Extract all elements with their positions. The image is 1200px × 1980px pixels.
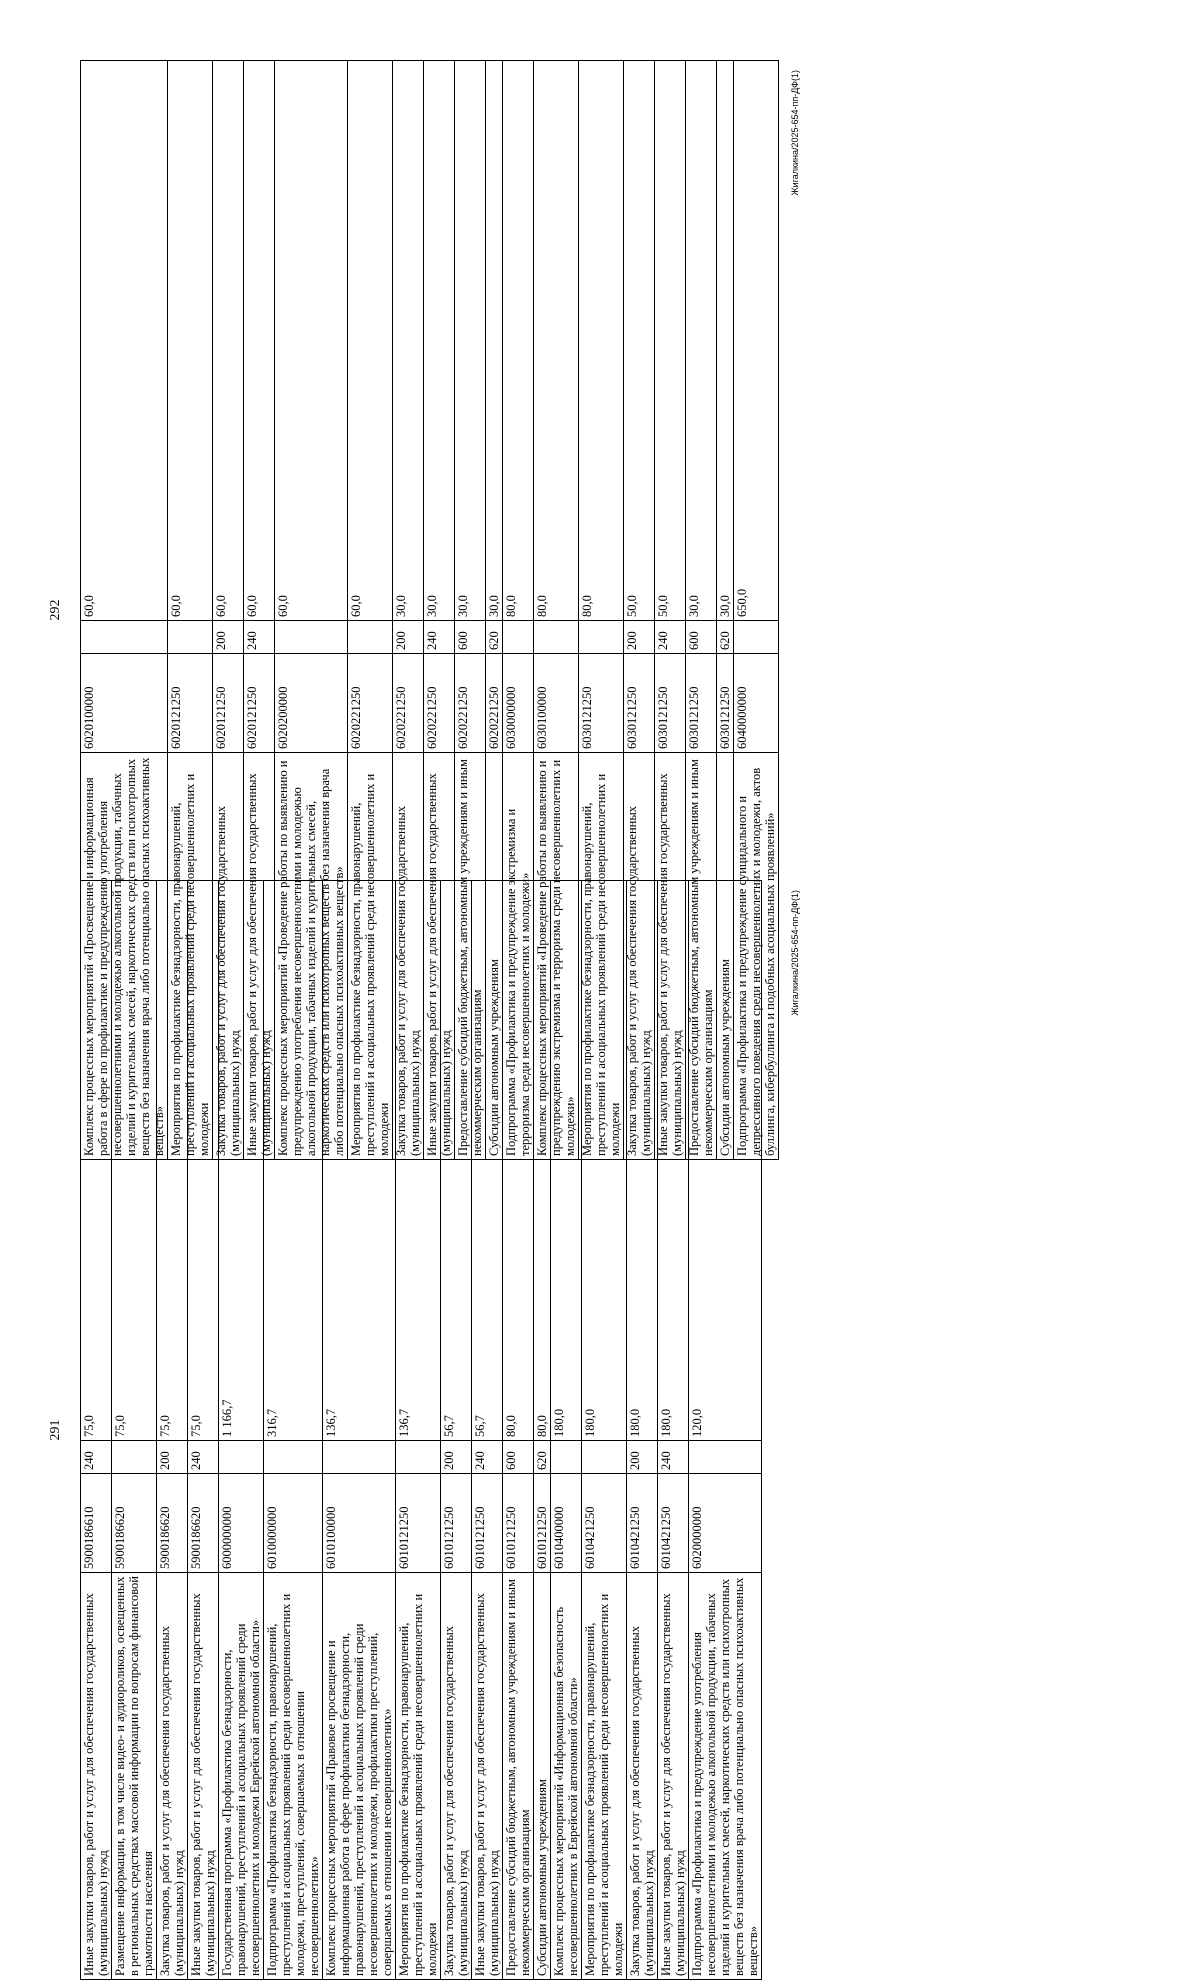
row-sum-cell: 56,7	[441, 881, 472, 1441]
page-footer: Жигалкина/2025-654-пп-ДФ(1)	[790, 890, 800, 1016]
row-sum-cell: 60,0	[275, 61, 348, 621]
row-code-cell: 6020121250	[244, 654, 275, 753]
row-sum-cell: 30,0	[717, 61, 734, 621]
row-sum-cell: 136,7	[323, 881, 396, 1441]
row-name-cell: Подпрограмма «Профилактика и предупреждение суицидального и депрессивного поведения среди несовершеннолетних и молодежи, актов буллинга, кибербуллинга и подобных асоциальных проявлений»	[734, 753, 779, 1160]
table-row	[393, 61, 424, 1160]
row-name-cell: Закупка товаров, работ и услуг для обеспечения государственных (муниципальных) нужд	[157, 1573, 188, 1980]
row-name-cell: Мероприятия по профилактике безнадзорности, правонарушений, преступлений и асоциальных проявлений среди несовершеннолетних и молодежи	[582, 1573, 627, 1980]
row-code-cell: 6010121250	[472, 1474, 503, 1573]
row-type-cell	[112, 1441, 157, 1474]
table-row	[734, 61, 779, 1160]
table-row	[348, 61, 393, 1160]
row-sum-cell: 1 166,7	[219, 881, 264, 1441]
row-code-cell: 6010121250	[396, 1474, 441, 1573]
row-code-cell: 6020100000	[81, 654, 168, 753]
row-code-cell: 6010121250	[503, 1474, 534, 1573]
row-type-cell	[689, 1441, 762, 1474]
row-name-cell: Иные закупки товаров, работ и услуг для обеспечения государственных (муниципальных) нужд	[81, 1573, 112, 1980]
row-code-cell: 6010121250	[534, 1474, 551, 1573]
row-type-cell	[219, 1441, 264, 1474]
row-type-cell: 200	[157, 1441, 188, 1474]
budget-table	[80, 60, 779, 1160]
row-type-cell	[551, 1441, 582, 1474]
row-code-cell: 6030000000	[503, 654, 534, 753]
row-code-cell: 5900186620	[188, 1474, 219, 1573]
row-sum-cell: 80,0	[579, 61, 624, 621]
row-sum-cell: 56,7	[472, 881, 503, 1441]
row-code-cell: 6030121250	[655, 654, 686, 753]
row-code-cell: 5900186610	[81, 1474, 112, 1573]
row-sum-cell: 50,0	[624, 61, 655, 621]
row-name-cell: Предоставление субсидий бюджетным, автономным учреждениям и иным некоммерческим организациям	[455, 753, 486, 1160]
table-row	[213, 61, 244, 1160]
row-sum-cell: 30,0	[424, 61, 455, 621]
row-code-cell: 6010421250	[658, 1474, 689, 1573]
row-type-cell	[734, 621, 779, 654]
row-code-cell: 6030121250	[624, 654, 655, 753]
row-code-cell: 6020221250	[486, 654, 503, 753]
row-type-cell: 200	[627, 1441, 658, 1474]
table-row	[503, 61, 534, 1160]
row-sum-cell: 30,0	[393, 61, 424, 621]
row-name-cell: Мероприятия по профилактике безнадзорности, правонарушений, преступлений и асоциальных проявлений среди несовершеннолетних и молодежи	[579, 753, 624, 1160]
row-code-cell: 6010000000	[264, 1474, 323, 1573]
row-sum-cell: 75,0	[81, 881, 112, 1441]
row-sum-cell: 180,0	[551, 881, 582, 1441]
row-name-cell: Комплекс процессных мероприятий «Проведение работы по выявлению и предупреждению экстремизма и терроризма среди несовершеннолетних и молодежи»	[534, 753, 579, 1160]
row-name-cell: Комплекс процессных мероприятий «Проведение работы по выявлению и предупреждению употребления несовершеннолетними и молодежью алкогольной продукции, табачных изделий и курительных смесей, наркотических средств или психотропных веществ без назначения врача либо потенциально опасных психоактивных веществ»	[275, 753, 348, 1160]
row-type-cell: 240	[244, 621, 275, 654]
row-code-cell: 6020200000	[275, 654, 348, 753]
table-row	[455, 61, 486, 1160]
row-name-cell: Закупка товаров, работ и услуг для обеспечения государственных (муниципальных) нужд	[213, 753, 244, 1160]
row-code-cell: 6020221250	[424, 654, 455, 753]
table-row	[717, 61, 734, 1160]
row-type-cell: 240	[472, 1441, 503, 1474]
row-code-cell: 6030121250	[686, 654, 717, 753]
row-code-cell: 6020121250	[213, 654, 244, 753]
row-type-cell: 240	[424, 621, 455, 654]
row-type-cell: 240	[658, 1441, 689, 1474]
row-type-cell: 240	[81, 1441, 112, 1474]
row-sum-cell: 30,0	[455, 61, 486, 621]
row-type-cell: 620	[717, 621, 734, 654]
page-292-rotated	[40, 60, 800, 1160]
row-name-cell: Комплекс процессных мероприятий «Информационная безопасность несовершеннолетних в Еврейской автономной области»	[551, 1573, 582, 1980]
row-sum-cell: 60,0	[81, 61, 168, 621]
row-code-cell: 6000000000	[219, 1474, 264, 1573]
row-code-cell: 6010400000	[551, 1474, 582, 1573]
row-name-cell: Размещение информации, в том числе видео- и аудиороликов, освещенных в региональных средствах массовой информации по вопросам финансовой грамотности населения	[112, 1573, 157, 1980]
row-type-cell	[348, 621, 393, 654]
row-name-cell: Подпрограмма «Профилактика безнадзорности, правонарушений, преступлений и асоциальных проявлений среди несовершеннолетних и молодежи, преступлений, совершаемых в отношении несовершеннолетних»	[264, 1573, 323, 1980]
row-type-cell: 600	[455, 621, 486, 654]
row-code-cell: 5900186620	[112, 1474, 157, 1573]
row-type-cell	[579, 621, 624, 654]
row-name-cell: Субсидии автономным учреждениям	[486, 753, 503, 1160]
row-code-cell: 6010100000	[323, 1474, 396, 1573]
row-sum-cell: 650,0	[734, 61, 779, 621]
row-name-cell: Закупка товаров, работ и услуг для обеспечения государственных (муниципальных) нужд	[441, 1573, 472, 1980]
row-name-cell: Закупка товаров, работ и услуг для обеспечения государственных (муниципальных) нужд	[393, 753, 424, 1160]
row-code-cell: 6010421250	[582, 1474, 627, 1573]
row-type-cell	[168, 621, 213, 654]
row-sum-cell: 120,0	[689, 881, 762, 1441]
row-code-cell: 6010421250	[627, 1474, 658, 1573]
table-row	[624, 61, 655, 1160]
row-type-cell: 620	[486, 621, 503, 654]
row-name-cell: Мероприятия по профилактике безнадзорности, правонарушений, преступлений и асоциальных проявлений среди несовершеннолетних и молодежи	[168, 753, 213, 1160]
row-name-cell: Мероприятия по профилактике безнадзорности, правонарушений, преступлений и асоциальных проявлений среди несовершеннолетних и молодежи	[396, 1573, 441, 1980]
row-code-cell: 5900186620	[157, 1474, 188, 1573]
row-name-cell: Комплекс процессных мероприятий «Просвещение и информационная работа в сфере по профилактике и предупреждению употребления несовершеннолетними и молодежью алкогольной продукции, табачных изделий и курительных смесей, наркотических средств или психотропных веществ без назначения врача либо потенциально опасных психоактивных веществ»	[81, 753, 168, 1160]
table-row	[424, 61, 455, 1160]
row-code-cell: 6030121250	[579, 654, 624, 753]
row-sum-cell: 75,0	[157, 881, 188, 1441]
row-type-cell	[81, 621, 168, 654]
table-row	[579, 61, 624, 1160]
row-type-cell: 200	[624, 621, 655, 654]
row-code-cell: 6020221250	[348, 654, 393, 753]
row-type-cell: 200	[393, 621, 424, 654]
row-sum-cell: 180,0	[582, 881, 627, 1441]
row-sum-cell: 75,0	[188, 881, 219, 1441]
page-number: 291	[48, 1419, 63, 1441]
row-code-cell: 6030121250	[717, 654, 734, 753]
row-sum-cell: 60,0	[244, 61, 275, 621]
row-name-cell: Субсидии автономным учреждениям	[534, 1573, 551, 1980]
row-name-cell: Мероприятия по профилактике безнадзорности, правонарушений, преступлений и асоциальных проявлений среди несовершеннолетних и молодежи	[348, 753, 393, 1160]
row-code-cell: 6010121250	[441, 1474, 472, 1573]
row-sum-cell: 75,0	[112, 881, 157, 1441]
row-sum-cell: 50,0	[655, 61, 686, 621]
row-sum-cell: 80,0	[534, 61, 579, 621]
row-type-cell: 600	[686, 621, 717, 654]
table-row	[686, 61, 717, 1160]
row-name-cell: Субсидии автономным учреждениям	[717, 753, 734, 1160]
row-name-cell: Подпрограмма «Профилактика и предупреждение экстремизма и терроризма среди несовершеннолетних и молодежи»	[503, 753, 534, 1160]
page-footer: Жигалкина/2025-654-пп-ДФ(1)	[790, 70, 800, 196]
row-sum-cell: 180,0	[658, 881, 689, 1441]
row-type-cell: 200	[441, 1441, 472, 1474]
row-type-cell	[275, 621, 348, 654]
row-type-cell	[503, 621, 534, 654]
row-sum-cell: 136,7	[396, 881, 441, 1441]
page-292	[40, 60, 800, 1160]
row-name-cell: Иные закупки товаров, работ и услуг для обеспечения государственных (муниципальных) нужд	[655, 753, 686, 1160]
row-sum-cell: 316,7	[264, 881, 323, 1441]
table-row	[81, 61, 168, 1160]
row-type-cell	[323, 1441, 396, 1474]
row-sum-cell: 30,0	[686, 61, 717, 621]
row-sum-cell: 180,0	[627, 881, 658, 1441]
row-name-cell: Закупка товаров, работ и услуг для обеспечения государственных (муниципальных) нужд	[627, 1573, 658, 1980]
row-sum-cell: 60,0	[168, 61, 213, 621]
row-sum-cell: 80,0	[534, 881, 551, 1441]
row-name-cell: Иные закупки товаров, работ и услуг для обеспечения государственных (муниципальных) нужд	[424, 753, 455, 1160]
row-name-cell: Государственная программа «Профилактика безнадзорности, правонарушений, преступлений и асоциальных проявлений среди несовершеннолетних и молодежи Еврейской автономной области»	[219, 1573, 264, 1980]
row-type-cell	[264, 1441, 323, 1474]
row-type-cell: 240	[188, 1441, 219, 1474]
row-type-cell	[534, 621, 579, 654]
row-code-cell: 6040000000	[734, 654, 779, 753]
row-sum-cell: 60,0	[213, 61, 244, 621]
row-type-cell: 200	[213, 621, 244, 654]
row-name-cell: Иные закупки товаров, работ и услуг для обеспечения государственных (муниципальных) нужд	[188, 1573, 219, 1980]
row-code-cell: 6020000000	[689, 1474, 762, 1573]
table-row	[244, 61, 275, 1160]
table-row	[486, 61, 503, 1160]
row-code-cell: 6020221250	[455, 654, 486, 753]
row-code-cell: 6030100000	[534, 654, 579, 753]
row-name-cell: Подпрограмма «Профилактика и предупреждение употребления несовершеннолетними и молодежью алкогольной продукции, табачных изделий и курительных смесей, наркотических средств или психотропных веществ без назначения врача либо потенциально опасных психоактивных веществ»	[689, 1573, 762, 1980]
row-type-cell	[582, 1441, 627, 1474]
row-name-cell: Иные закупки товаров, работ и услуг для обеспечения государственных (муниципальных) нужд	[244, 753, 275, 1160]
row-sum-cell: 80,0	[503, 61, 534, 621]
table-row	[534, 61, 579, 1160]
row-sum-cell: 30,0	[486, 61, 503, 621]
row-name-cell: Комплекс процессных мероприятий «Правовое просвещение и информационная работа в сфере профилактики безнадзорности, правонарушений, преступлений и асоциальных проявлений среди несовершеннолетних и молодежи, профилактики преступлений, совершаемых в отношении несовершеннолетних»	[323, 1573, 396, 1980]
row-name-cell: Закупка товаров, работ и услуг для обеспечения государственных (муниципальных) нужд	[624, 753, 655, 1160]
row-type-cell: 240	[655, 621, 686, 654]
table-row	[275, 61, 348, 1160]
row-code-cell: 6020221250	[393, 654, 424, 753]
row-type-cell: 600	[503, 1441, 534, 1474]
table-row	[168, 61, 213, 1160]
row-type-cell: 620	[534, 1441, 551, 1474]
row-sum-cell: 60,0	[348, 61, 393, 621]
page-number: 292	[48, 599, 63, 621]
row-name-cell: Иные закупки товаров, работ и услуг для обеспечения государственных (муниципальных) нужд	[658, 1573, 689, 1980]
table-row	[655, 61, 686, 1160]
row-code-cell: 6020121250	[168, 654, 213, 753]
row-sum-cell: 80,0	[503, 881, 534, 1441]
row-type-cell	[396, 1441, 441, 1474]
row-name-cell: Предоставление субсидий бюджетным, автономным учреждениям и иным некоммерческим организациям	[686, 753, 717, 1160]
row-name-cell: Иные закупки товаров, работ и услуг для обеспечения государственных (муниципальных) нужд	[472, 1573, 503, 1980]
row-name-cell: Предоставление субсидий бюджетным, автономным учреждениям и иным некоммерческим организациям	[503, 1573, 534, 1980]
